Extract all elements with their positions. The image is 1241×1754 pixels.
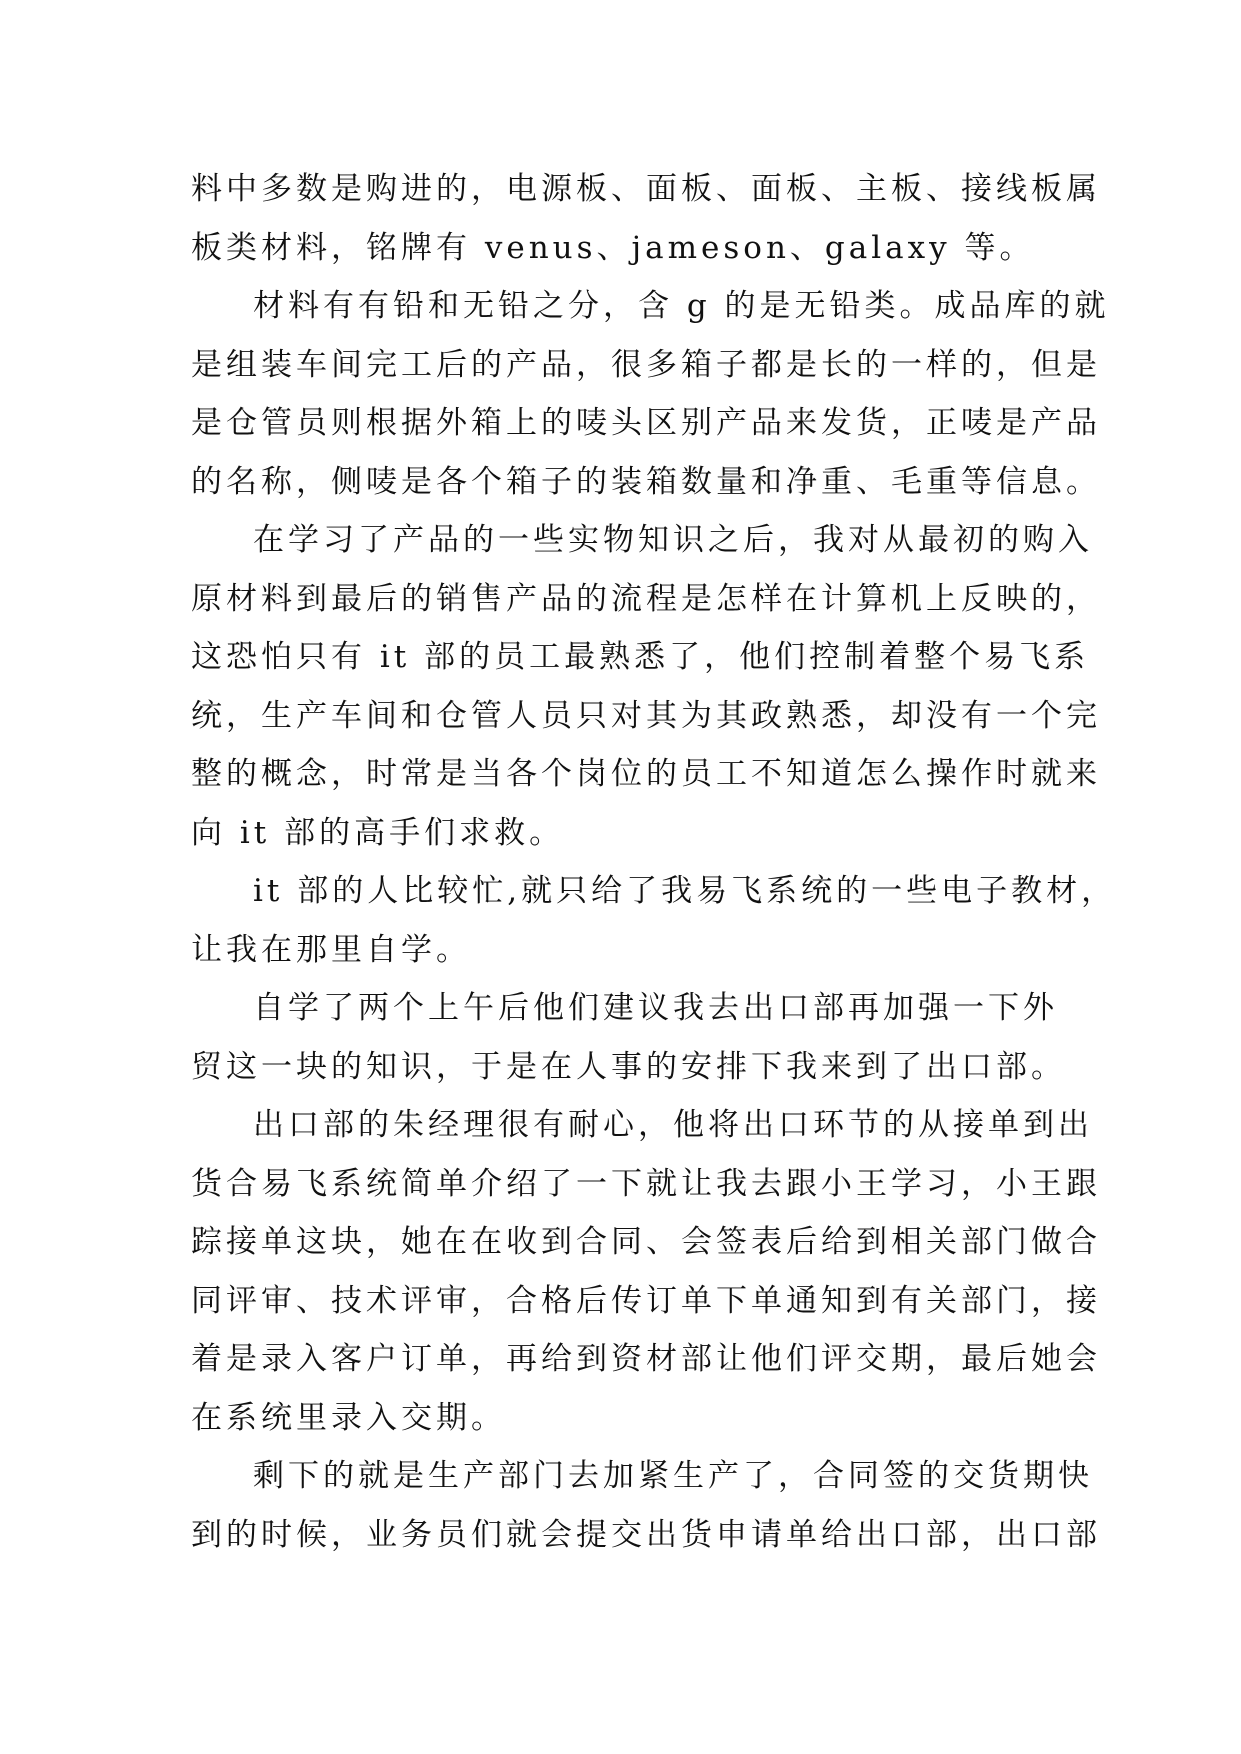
text-line: 板类材料，铭牌有 venus、jameson、galaxy 等。 — [191, 229, 1035, 266]
text-line: 让我在那里自学。 — [191, 931, 471, 968]
text-line: 着是录入客户订单，再给到资材部让他们评交期，最后她会 — [191, 1341, 1101, 1377]
text-line: 货合易飞系统简单介绍了一下就让我去跟小王学习，小王跟 — [191, 1165, 1101, 1202]
text-line: 在系统里录入交期。 — [191, 1399, 506, 1436]
text-line: 出口部的朱经理很有耐心，他将出口环节的从接单到出 — [253, 1107, 1093, 1143]
text-line: it 部的人比较忙,就只给了我易飞系统的一些电子教材， — [253, 873, 1117, 909]
text-line: 材料有有铅和无铅之分，含 g 的是无铅类。成品库的就 — [253, 288, 1110, 324]
text-line: 剩下的就是生产部门去加紧生产了，合同签的交货期快 — [253, 1458, 1093, 1494]
text-line: 贸这一块的知识，于是在人事的安排下我来到了出口部。 — [191, 1048, 1066, 1085]
text-line: 料中多数是购进的，电源板、面板、面板、主板、接线板属 — [191, 171, 1101, 207]
text-line: 原材料到最后的销售产品的流程是怎样在计算机上反映的， — [191, 580, 1101, 617]
text-line: 统，生产车间和仓管人员只对其为其政熟悉，却没有一个完 — [191, 697, 1101, 734]
text-line: 同评审、技术评审，合格后传订单下单通知到有关部门，接 — [191, 1282, 1101, 1319]
text-line: 这恐怕只有 it 部的员工最熟悉了，他们控制着整个易飞系 — [191, 639, 1090, 675]
text-line: 的名称，侧唛是各个箱子的装箱数量和净重、毛重等信息。 — [191, 463, 1101, 500]
text-line: 是组装车间完工后的产品，很多箱子都是长的一样的，但是 — [191, 346, 1101, 383]
text-line: 到的时候，业务员们就会提交出货申请单给出口部，出口部 — [191, 1516, 1101, 1553]
text-line: 自学了两个上午后他们建议我去出口部再加强一下外 — [253, 990, 1058, 1026]
text-line: 踪接单这块，她在在收到合同、会签表后给到相关部门做合 — [191, 1224, 1101, 1260]
text-line: 是仓管员则根据外箱上的唛头区别产品来发货，正唛是产品 — [191, 405, 1101, 441]
text-line: 向 it 部的高手们求救。 — [191, 814, 565, 851]
document-body — [191, 160, 1117, 1564]
text-line: 整的概念，时常是当各个岗位的员工不知道怎么操作时就来 — [191, 756, 1101, 792]
text-line: 在学习了产品的一些实物知识之后，我对从最初的购入 — [253, 522, 1093, 558]
